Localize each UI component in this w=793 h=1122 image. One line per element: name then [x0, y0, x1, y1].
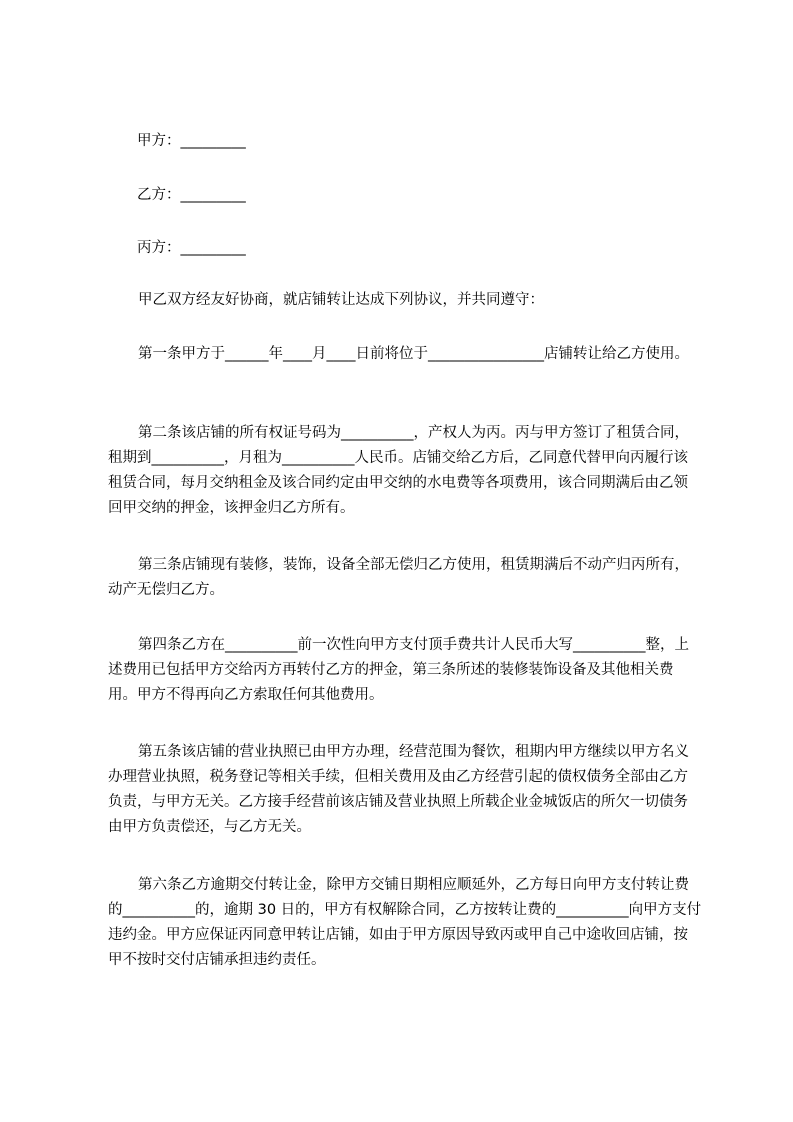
- intro-paragraph: 甲乙双方经友好协商，就店铺转让达成下列协议，并共同遵守：: [138, 292, 544, 308]
- party-b-line: 乙方：_________: [137, 187, 246, 203]
- clause-4: 第四条乙方在__________前一次性向甲方支付顶手费共计人民币大写__________整，上述费用已包括甲方交给丙方再转付乙方的押金，第三条所述的装修装饰设备及其他相关费用。甲方不得再向乙方索取任何其他费用。: [108, 637, 689, 703]
- party-c-line: 丙方：_________: [137, 240, 246, 256]
- party-a-line: 甲方：_________: [137, 133, 246, 149]
- clause-1: 第一条甲方于______年____月____日前将位于________________店铺转让给乙方使用。: [138, 346, 689, 362]
- clause-6: 第六条乙方逾期交付转让金，除甲方交铺日期相应顺延外，乙方每日向甲方支付转让费的__________的，逾期 30 日的，甲方有权解除合同，乙方按转让费的__________向甲方支付违约金。甲方应保证丙同意甲转让店铺，如由于甲方原因导致丙或甲自己中途收回店铺，按甲不按时交付店铺承担违约责任。: [108, 877, 702, 968]
- clause-5: 第五条该店铺的营业执照已由甲方办理，经营范围为餐饮，租期内甲方继续以甲方名义办理营业执照，税务登记等相关手续，但相关费用及由乙方经营引起的债权债务全部由乙方负责，与甲方无关。乙方接手经营前该店铺及营业执照上所载企业金城饭店的所欠一切债务由甲方负责偿还，与乙方无关。: [108, 744, 689, 835]
- clause-3: 第三条店铺现有装修，装饰，设备全部无偿归乙方使用，租赁期满后不动产归丙所有，动产无偿归乙方。: [108, 557, 689, 598]
- clause-2: 第二条该店铺的所有权证号码为__________，产权人为丙。丙与甲方签订了租赁合同，租期到__________，月租为__________人民币。店铺交给乙方后，乙同意代替甲向丙履行该租赁合同，每月交纳租金及该合同约定由甲交纳的水电费等各项费用，该合同期满后由乙领回甲交纳的押金，该押金归乙方所有。: [108, 425, 689, 516]
